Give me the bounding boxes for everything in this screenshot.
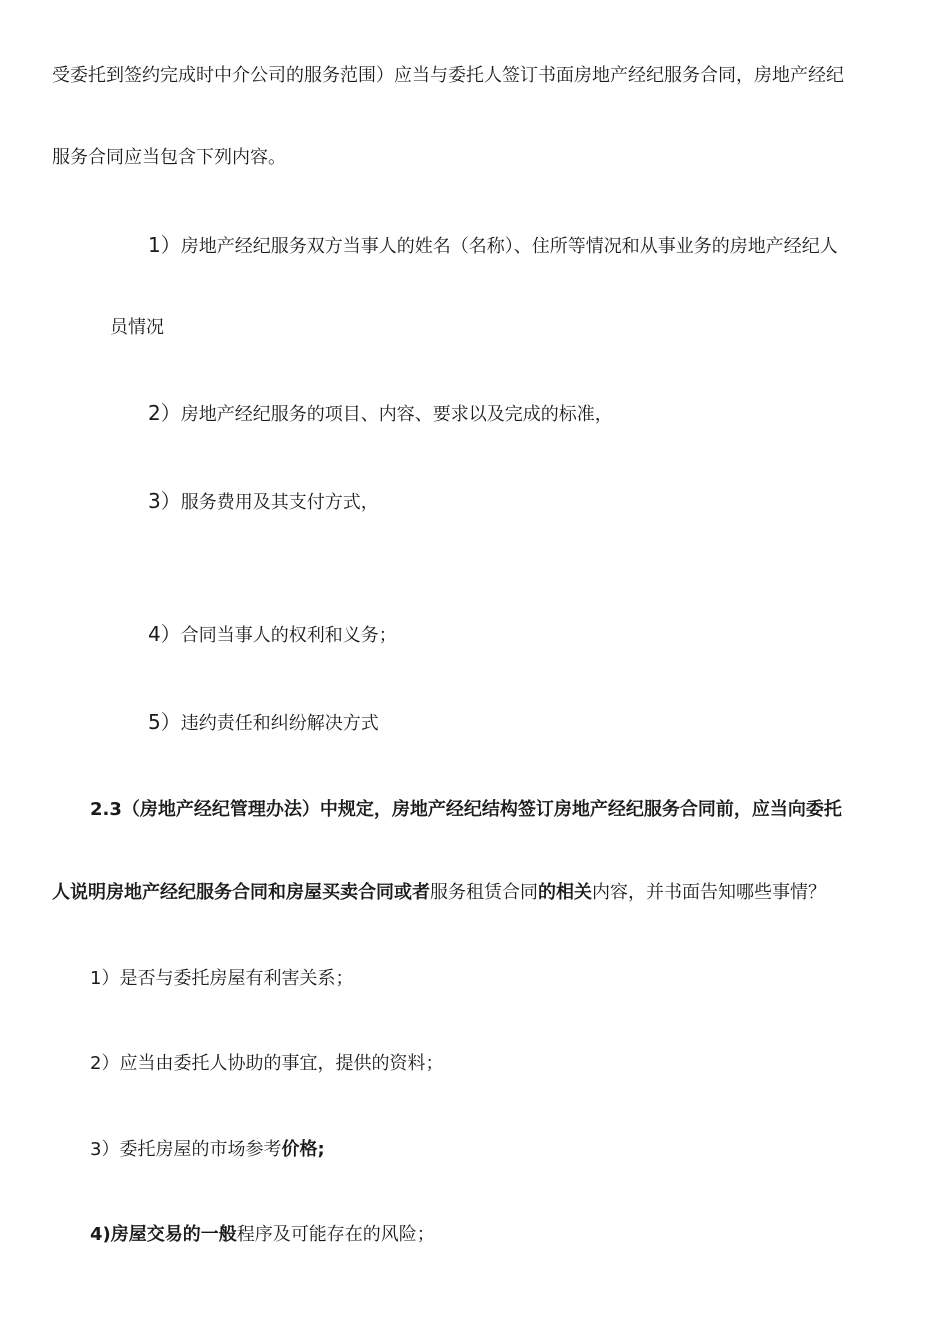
list-item-continuation: 员情况 — [110, 317, 164, 338]
list-number: 2） — [148, 401, 181, 425]
normal-text: 内容，并书面告知哪些事情？ — [592, 882, 826, 903]
bold-text: 的相关 — [538, 882, 592, 903]
list-item: 2）应当由委托人协助的事宜，提供的资料； — [90, 1053, 444, 1074]
list-text: 房地产经纪服务双方当事人的姓名（名称）、住所等情况和从事业务的房地产经纪人 — [180, 236, 838, 257]
list-number: 3） — [148, 489, 181, 513]
list-item — [148, 489, 379, 515]
section-heading-line: 2.3（房地产经纪管理办法）中规定，房地产经纪结构签订房地产经纪服务合同前，应当向委托 — [90, 799, 842, 820]
paragraph-line: 服务合同应当包含下列内容。 — [52, 147, 286, 168]
list-text: 合同当事人的权利和义务； — [180, 625, 397, 646]
list-text: 服务费用及其支付方式， — [180, 492, 379, 513]
list-text: 违约责任和纠纷解决方式 — [180, 713, 379, 734]
list-item — [90, 1223, 435, 1247]
list-item — [148, 622, 397, 648]
normal-text: 服务租赁合同 — [430, 882, 538, 903]
list-item — [148, 401, 613, 427]
bold-text: 4)房屋交易的一般 — [90, 1224, 237, 1245]
list-number: 5） — [148, 710, 181, 734]
bold-text: 价格; — [281, 1139, 325, 1160]
normal-text: 程序及可能存在的风险； — [236, 1224, 435, 1245]
paragraph-line: 受委托到签约完成时中介公司的服务范围）应当与委托人签订书面房地产经纪服务合同，房地产经纪 — [52, 65, 844, 86]
list-text: 房地产经纪服务的项目、内容、要求以及完成的标准， — [180, 404, 613, 425]
list-number: 1） — [148, 233, 181, 257]
list-item: 1）是否与委托房屋有利害关系； — [90, 968, 354, 989]
list-item — [90, 1138, 325, 1162]
section-heading-line — [52, 881, 826, 905]
list-item — [148, 710, 379, 736]
list-number: 4） — [148, 622, 181, 646]
list-item — [148, 233, 838, 259]
bold-text: 人说明房地产经纪服务合同和房屋买卖合同或者 — [52, 882, 430, 903]
normal-text: 3）委托房屋的市场参考 — [90, 1139, 282, 1160]
